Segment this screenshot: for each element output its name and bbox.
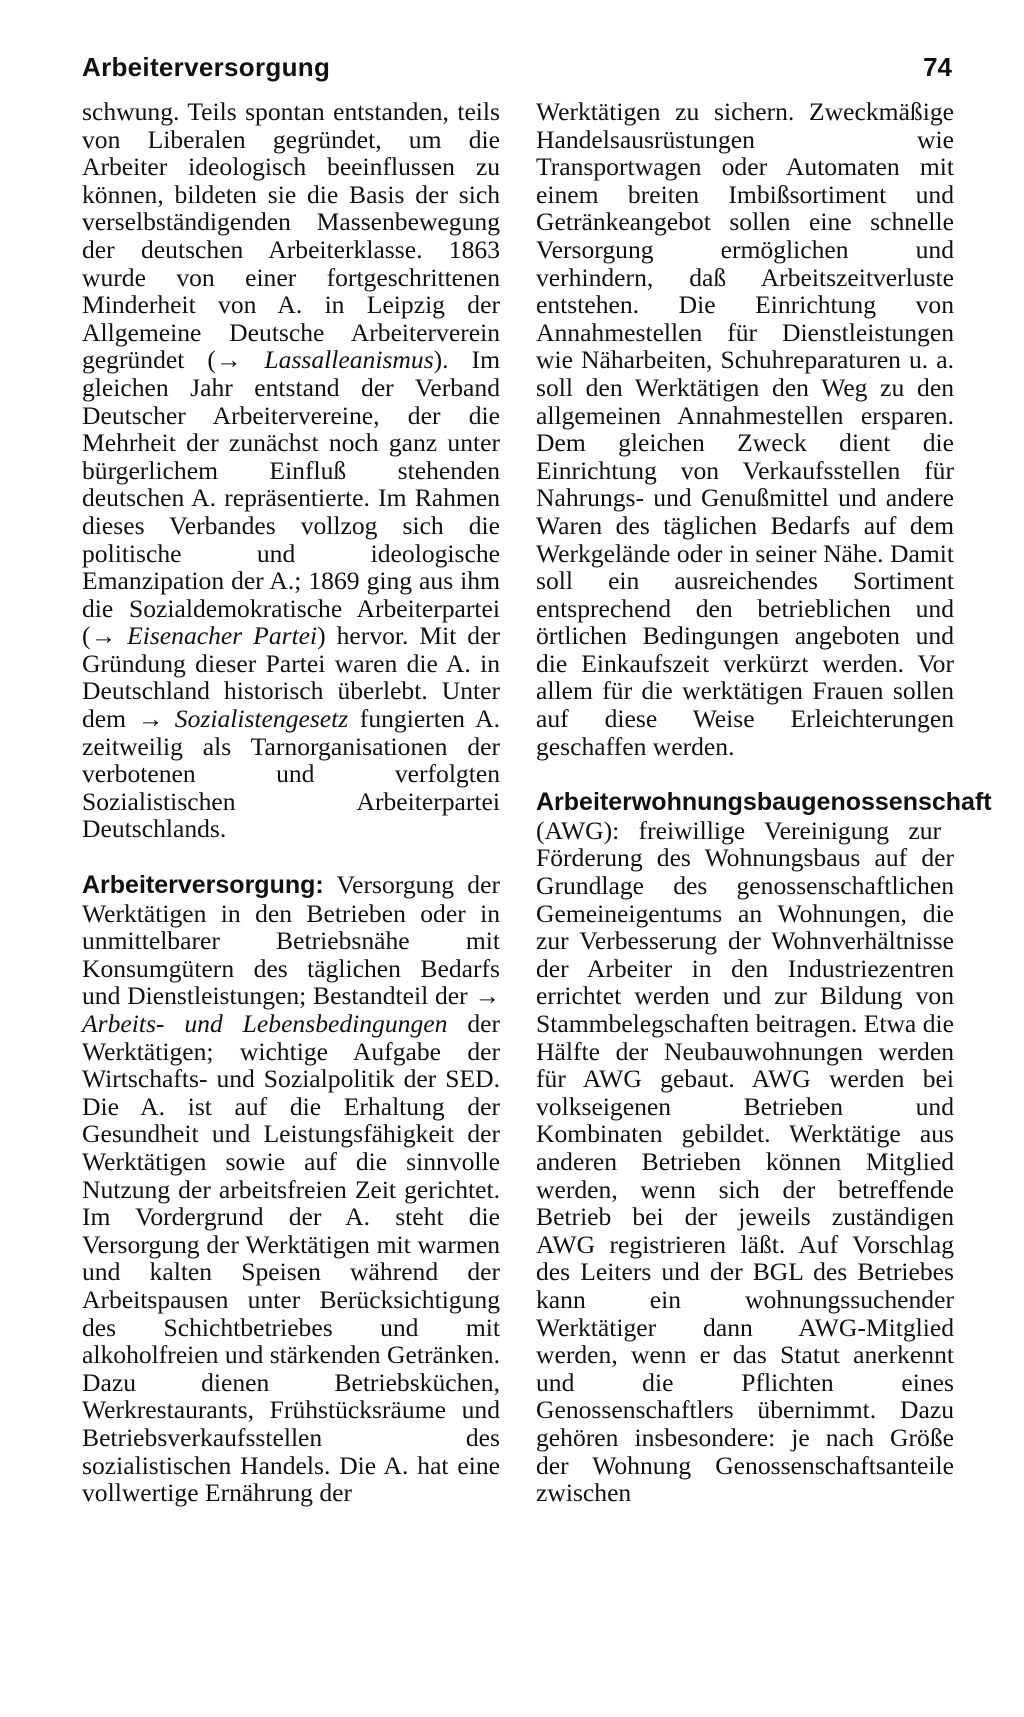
entry-continuation-paragraph: Werktätigen zu sichern. Zweckmäßige Handelsausrüstungen wie Transportwagen oder Automaten mit einem breiten Imbißsortiment und Getränkeangebot sollen eine schnelle Versorgung ermöglichen und verhindern, daß Arbeitszeitverluste entstehen. Die Einrichtung von Annahmestellen für Dienstleistungen wie Näharbeiten, Schuhreparaturen u. a. soll den Werktätigen den Weg zu den allgemeinen Annahmestellen ersparen. Dem gleichen Zweck dient die Einrichtung von Verkaufsstellen für Nahrungs- und Genußmittel und andere Waren des täglichen Bedarfs auf dem Werkgelände oder in seiner Nähe. Damit soll ein ausreichendes Sortiment entsprechend den betrieblichen und örtlichen Bedingungen angeboten und die Einkaufszeit verkürzt werden. Vor allem für die werktätigen Frauen sollen auf diese Weise Erleichterungen geschaffen werden. [536,97,954,761]
text-run: der Werktätigen; wichtige Aufgabe der Wirtschafts- und Sozialpolitik der SED. Die A. ist auf die Erhaltung der Gesundheit und Leistungsfähigkeit der Werktätigen sowie auf die sinnvolle Nutzung der arbeitsfreien Zeit gerichtet. Im Vordergrund der A. steht die Versorgung der Werktätigen mit warmen und kalten Speisen während der Arbeitspausen unter Berücksichtigung des Schichtbetriebes und mit alkoholfreien und stärkenden Getränken. Dazu dienen Betriebsküchen, Werkrestaurants, Frühstücksräume und Betriebsverkaufsstellen des sozialistischen Handels. Die A. hat eine vollwertige Ernährung der [82,1009,501,1508]
entry-arbeiterversorgung [82,871,500,1507]
left-column [82,98,500,1507]
page-number: 74 [923,52,952,82]
entry-arbeiterwohnungsbaugenossenschaft [536,788,992,1508]
cross-reference-arrow-icon: → [215,345,242,375]
running-head-title: Arbeiterversorgung [82,52,331,82]
cross-reference-lassalleanismus[interactable]: Lassalleanismus [264,345,434,375]
text-run: ) hervor. Mit der Gründung dieser Partei waren die A. in Deutschland historisch überlebt. Unter dem [82,621,500,734]
entry-headword: Arbeiterwohnungsbaugenossenschaft [536,788,992,817]
text-run: (AWG): freiwillige Vereinigung zur Förderung des Wohnungsbaus auf der Grundlage des genossenschaftlichen Gemeineigentums an Wohnungen, die zur Verbesserung der Wohnverhältnisse der Arbeiter in den Industriezentren errichtet werden und zur Bildung von Stammbelegschaften beitragen. Etwa die Hälfte der Neubauwohnungen werden für AWG gebaut. AWG werden bei volkseigenen Betrieben und Kombinaten gebildet. Werktätige aus anderen Betrieben können Mitglied werden, wenn sich der betreffende Betrieb bei der jeweils zuständigen AWG registrieren läßt. Auf Vorschlag des Leiters und der BGL des Betriebes kann ein wohnungssuchender Werktätiger dann AWG-Mitglied werden, wenn er das Statut anerkennt und die Pflichten eines Genossenschaftlers übernimmt. Dazu gehören insbesondere: je nach Größe der Wohnung Genossenschaftsanteile zwischen [536,815,954,1508]
text-run: fungierten A. zeitweilig als Tarnorganisationen der verbotenen und verfolgten Sozialistischen Arbeiterpartei Deutschlands. [82,704,500,844]
cross-reference-arbeits-und-lebensbedingungen[interactable]: Arbeits- und Lebensbedingungen [82,1009,448,1038]
right-column [536,97,992,1508]
cross-reference-arrow-icon: → [137,704,164,734]
cross-reference-eisenacher-partei[interactable]: Eisenacher Partei [127,621,318,651]
entry-continuation-paragraph [82,98,500,843]
entry-headword: Arbeiterversorgung: [82,871,324,900]
running-head [82,52,952,92]
text-run: Versorgung der Werktätigen in den Betrieben oder in unmittelbarer Betriebsnähe mit Konsumgütern des täglichen Bedarfs und Dienstleistungen; Bestandteil der [82,870,500,1011]
cross-reference-arrow-icon: → [474,981,500,1011]
cross-reference-sozialistengesetz[interactable]: Sozialistengesetz [174,704,349,734]
text-run: ). Im gleichen Jahr entstand der Verband Deutscher Arbeitervereine, der die Mehrheit der zunächst noch ganz unter bürgerlichem Einfluß stehenden deutschen A. repräsentierte. Im Rahmen dieses Verbandes vollzog sich die politische und ideologische Emanzipation der A.; 1869 ging aus ihm die Sozialdemokratische Arbeiterpartei ( [82,345,500,651]
cross-reference-arrow-icon: → [90,621,117,651]
text-run: schwung. Teils spontan entstanden, teils von Liberalen gegründet, um die Arbeiter ideologisch beeinflussen zu können, bildeten sie die Basis der sich verselbständigenden Massenbewegung der deutschen Arbeiterklasse. 1863 wurde von einer fortgeschrittenen Minderheit von A. in Leipzig der Allgemeine Deutsche Arbeiterverein gegründet ( [82,97,500,375]
